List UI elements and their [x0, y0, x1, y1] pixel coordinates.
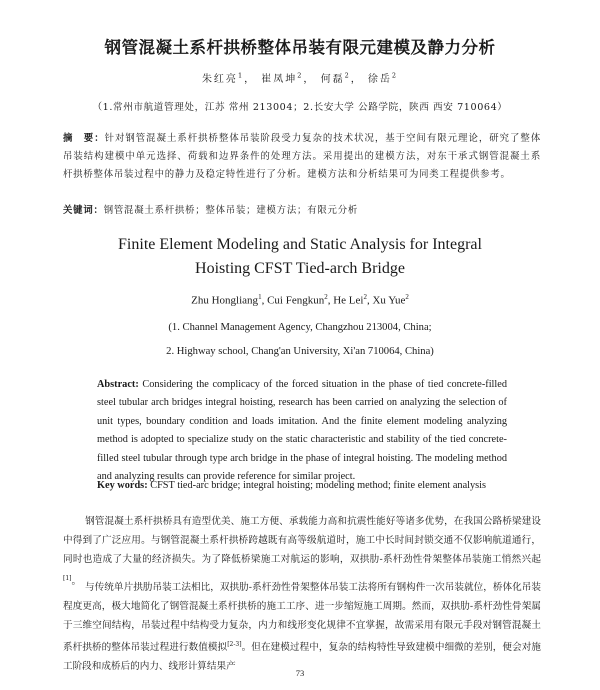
author-name: 徐岳 — [367, 74, 392, 85]
chinese-abstract — [63, 130, 541, 184]
abstract-text: 针对钢管混凝土系杆拱桥整体吊装阶段受力复杂的技术状况，基于空间有限元理论，研究了整体吊装结构建模中单元选择、荷载和边界条件的处理方法。采用提出的建模方法，对东干承式钢管混凝土系杆拱桥整体吊装过程中的静力及稳定特性进行了分析。建模方法和分析结果可为同类工程提供参考。 — [63, 133, 542, 180]
author-name: Zhu Hongliang — [191, 294, 259, 307]
body-paragraph-1: 钢管混凝土系杆拱桥具有造型优美、施工方便、承载能力高和抗震性能好等诸多优势，在我国公路桥梁建设中得到了广泛应用。与钢管混凝土系杆拱桥跨越既有高等级航道时，施工中长时间封锁交通不仅影响航道通行，同时也造成了大量的经济损失。为了降低桥梁施工对航运的影响，双拱肋-系杆劲性骨架整体吊装施工悄然兴起[1]。 — [63, 516, 541, 588]
author-name: 朱红亮 — [201, 74, 238, 85]
chinese-affiliation: （1.常州市航道管理处，江苏 常州 213004；2.长安大学 公路学院，陕西 西安 710064） — [92, 102, 508, 113]
author-name: 崔凤坤 — [261, 74, 298, 85]
english-affiliation-1: (1. Channel Management Agency, Changzhou 213004, China; — [168, 322, 432, 333]
english-keywords — [97, 480, 517, 491]
body-paragraph-2: 与传统单片拱肋吊装工法相比，双拱肋-系杆劲性骨架整体吊装工法将所有钢构件一次吊装就位，桥体化吊装程度更高，极大地简化了钢管混凝土系杆拱桥的施工工序、进一步缩短施工周期。然而，双拱肋-系杆劲性骨架属于三维空间结构，吊装过程中结构受力复杂，内力和线形变化规律不宜掌握，故需采用有限元手段对钢管混凝土系杆拱桥的整体吊装过程进行数值模拟[2-3]。但在建模过程中，复杂的结构特性导致建模中细微的差别，便会对施工阶段和成桥后的内力、线形计算结果产 — [63, 582, 542, 673]
english-authors: Zhu Hongliang$^1$, Cui Fengkun$^2$, He Lei$^2$, Xu Yue$^2$ — [191, 293, 409, 307]
keywords-text: 钢管混凝土系杆拱桥；整体吊装；建模方法；有限元分析 — [103, 205, 359, 216]
page-number: 73 — [295, 668, 305, 678]
author-name: 何磊 — [320, 74, 345, 85]
english-title-line-2: Hoisting CFST Tied-arch Bridge — [195, 260, 405, 277]
abstract-label: Abstract: — [97, 379, 139, 390]
author-name: He Lei — [333, 294, 364, 307]
chinese-authors: 朱红亮$^1$， 崔凤坤$^2$， 何磊$^2$， 徐岳$^2$ — [201, 71, 399, 85]
citation: [2-3] — [227, 641, 242, 648]
english-affiliation-2: 2. Highway school, Chang'an University, Xi'an 710064, China) — [166, 346, 434, 357]
chinese-keywords — [63, 202, 541, 216]
keywords-label: Key words: — [97, 480, 148, 491]
citation: [1] — [63, 575, 72, 582]
abstract-label: 摘 要： — [63, 133, 105, 144]
english-abstract — [97, 376, 507, 486]
keywords-label: 关键词： — [63, 205, 104, 216]
author-name: Xu Yue — [372, 294, 406, 307]
chinese-title: 钢管混凝土系杆拱桥整体吊装有限元建模及静力分析 — [104, 38, 496, 57]
keywords-text: CFST tied-arc bridge; integral hoisting; modeling method; finite element analysis — [150, 480, 487, 491]
author-name: Cui Fengkun — [267, 294, 325, 307]
abstract-text: Considering the complicacy of the forced situation in the phase of tied concrete-filled steel tubular arch bridges integral hoisting, research has been carried on analyzing the selection of unit types, boundary condition and loads imitation. And the finite element modeling analyzing method is adopted to specialize study on the static characteristic and stability of the tied concrete-filled steel tubular through type arch bridge in the phase of integral hoisting. The modeling method and analyzing results can provide reference for similar project. — [97, 379, 507, 483]
english-title-line-1: Finite Element Modeling and Static Analysis for Integral — [118, 236, 482, 253]
